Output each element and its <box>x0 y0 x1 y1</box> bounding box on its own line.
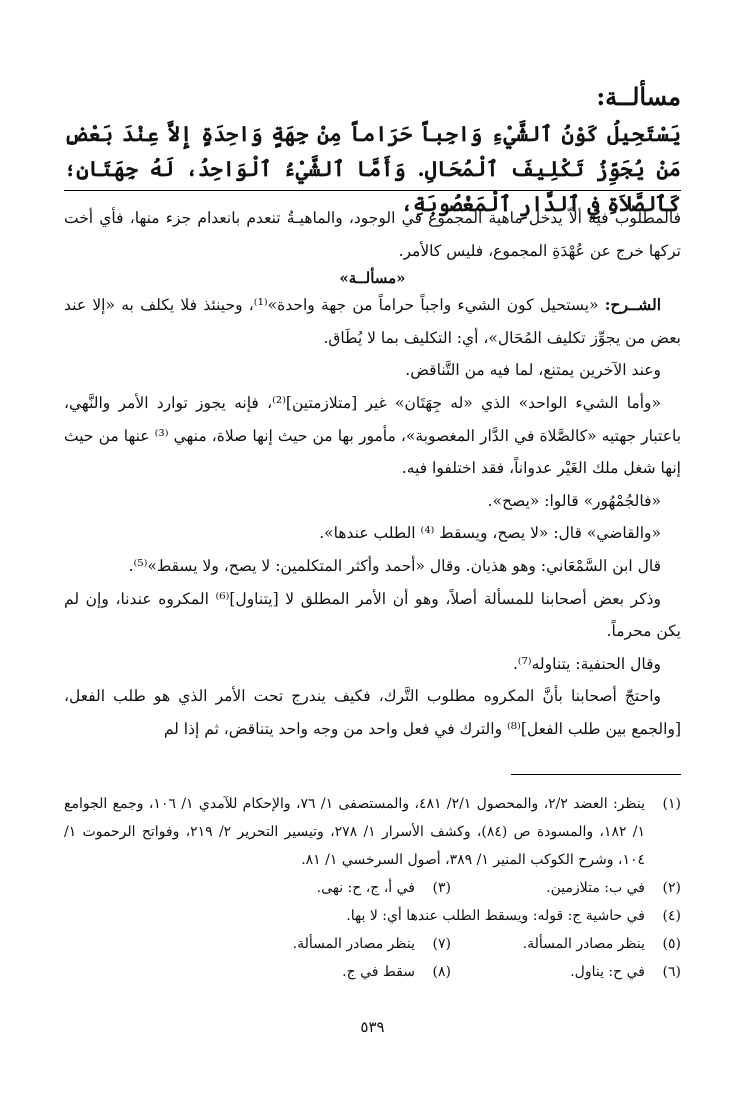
matn-text: يَسْتَحِيلُ كَوْنُ ٱلشَّيْءِ وَاجِباً حَرَاماً مِنْ جِهَةٍ وَاحِدَةٍ إِلاَّ عِنْدَ بَعْضِ مَنْ يُجَوِّزُ تَكْلِيفَ ٱلْمُحَالِ. وَأَمَّا ٱلشَّيْءُ ٱلْوَاحِدُ، لَهُ جِهَتَانِ؛ كَٱلصَّلاَةِ فِي ٱلدَّارِ ٱلْمَغْصُوبَةِ، <box>64 121 681 216</box>
sharh-label: الشــرح: <box>604 295 661 315</box>
footnote-divider <box>511 774 681 775</box>
matn-divider <box>64 190 681 191</box>
page <box>64 0 681 1098</box>
footnote-5 <box>451 930 681 958</box>
footnote-row-2-3 <box>64 874 681 902</box>
page-number: ٥٣٩ <box>360 1018 385 1036</box>
footnote-text: في أ، ج، ح: نهى. <box>316 880 415 896</box>
footnote-number: (٣) <box>432 880 451 896</box>
paragraph-5: «والقاضي» قال: «لا يصح، ويسقط ⁽⁴⁾ الطلب عندها». <box>319 524 661 543</box>
footnote-text: في حاشية ج: قوله: ويسقط الطلب عندها أي: لا بها. <box>346 908 645 924</box>
footnote-7 <box>221 930 451 958</box>
paragraph-1: «يستحيل كون الشيء واجباً حراماً من جهة واحدة»⁽¹⁾، وحينئذ فلا يكلف به «إلا عند بعض من يجوِّز تكليف المُحَال»، أي: التكليف بما لا يُطَاق. <box>64 296 681 347</box>
paragraph-7: وذكر بعض أصحابنا للمسألة أصلاً، وهو أن الأمر المطلق لا [يتناول]⁽⁶⁾ المكروه عندنا، وإن لم يكن محرماً. <box>64 589 681 641</box>
footnote-number: (٥) <box>662 936 681 952</box>
footnote-3 <box>221 874 451 902</box>
footnote-row-6-8 <box>64 958 681 986</box>
footnote-1 <box>64 790 681 874</box>
paragraph-4: «فالجُمْهُور» قالوا: «يصح». <box>487 491 661 510</box>
footnote-text: ينظر: العضد ٢/٢، والمحصول ٢/١/ ٤٨١، والمستصفى ١/ ٧٦، والإحكام للآمدي ١/ ١٠٦، وجمع الجوامع ١/ ١٨٢، والمسودة ص (٨٤)، وكشف الأسرار ١/ ٢٧٨، وتيسير التحرير ٢/ ٢١٩، وفواتح الرحموت ١/ ١٠٤، وشرح الكوكب المنير ١/ ٣٨٩، أصول السرخسي ١/ ٨١. <box>64 796 645 868</box>
footnote-8 <box>221 958 451 986</box>
sub-heading: «مسألــة» <box>339 269 406 288</box>
footnote-2 <box>451 874 681 902</box>
footnote-text: في ب: متلازمين. <box>546 880 645 896</box>
footnote-number: (٤) <box>662 908 681 924</box>
footnote-4 <box>64 902 681 930</box>
footnote-number: (١) <box>662 796 681 812</box>
sharh-paragraph <box>64 289 681 354</box>
paragraph-6: قال ابن السَّمْعَاني: وهو هذيان. وقال «أحمد وأكثر المتكلمين: لا يصح، ولا يسقط»⁽⁵⁾. <box>128 556 661 575</box>
intro-paragraph: فالمطلوب فيه ألاّ يدخل ماهية المجموع في الوجود، والماهيـةُ تنعدم بانعدام جزء منها، فأي أخت تركها خرج عن عُهْدَةِ المجموع، فليس كالأمر. <box>64 209 681 260</box>
paragraph-9: واحتجّ أصحابنا بأنَّ المكروه مطلوب التَّرك، فكيف يندرج تحت الأمر الذي هو طلب الفعل، [والجمع بين طلب الفعل]⁽⁸⁾ والترك في فعل واحد من وجه واحد يتناقض، ثم إذا لم <box>64 687 681 738</box>
footnote-number: (٧) <box>432 936 451 952</box>
footnote-number: (٦) <box>662 964 681 980</box>
paragraph-2: وعند الآخرين يمتنع، لما فيه من التَّناقض. <box>405 361 661 380</box>
commentary-body <box>64 202 681 746</box>
paragraph-8: وقال الحنفية: يتناوله⁽⁷⁾. <box>512 654 661 673</box>
footnote-text: سقط في ج. <box>342 964 415 980</box>
footnotes <box>64 790 681 986</box>
issue-heading: مسألــة: <box>596 82 681 111</box>
footnote-number: (٢) <box>662 880 681 896</box>
footnote-text: ينظر مصادر المسألة. <box>522 936 645 952</box>
footnote-text: في ح: يناول. <box>570 964 645 980</box>
footnote-number: (٨) <box>432 964 451 980</box>
footnote-row-5-7 <box>64 930 681 958</box>
footnote-6 <box>451 958 681 986</box>
paragraph-3: «وأما الشيء الواحد» الذي «له جِهَتَان» غير [متلازمتين]⁽²⁾، فإنه يجوز توارد الأمر والنَّهي، باعتبار جهتيه «كالصَّلاة في الدَّار المغصوبة»، مأمور بها من حيث إنها صلاة، منهي ⁽³⁾ عنها من حيث إنها شغل ملك الغَيْر عدواناً، فقد اختلفوا فيه. <box>64 393 682 478</box>
footnote-text: ينظر مصادر المسألة. <box>292 936 415 952</box>
